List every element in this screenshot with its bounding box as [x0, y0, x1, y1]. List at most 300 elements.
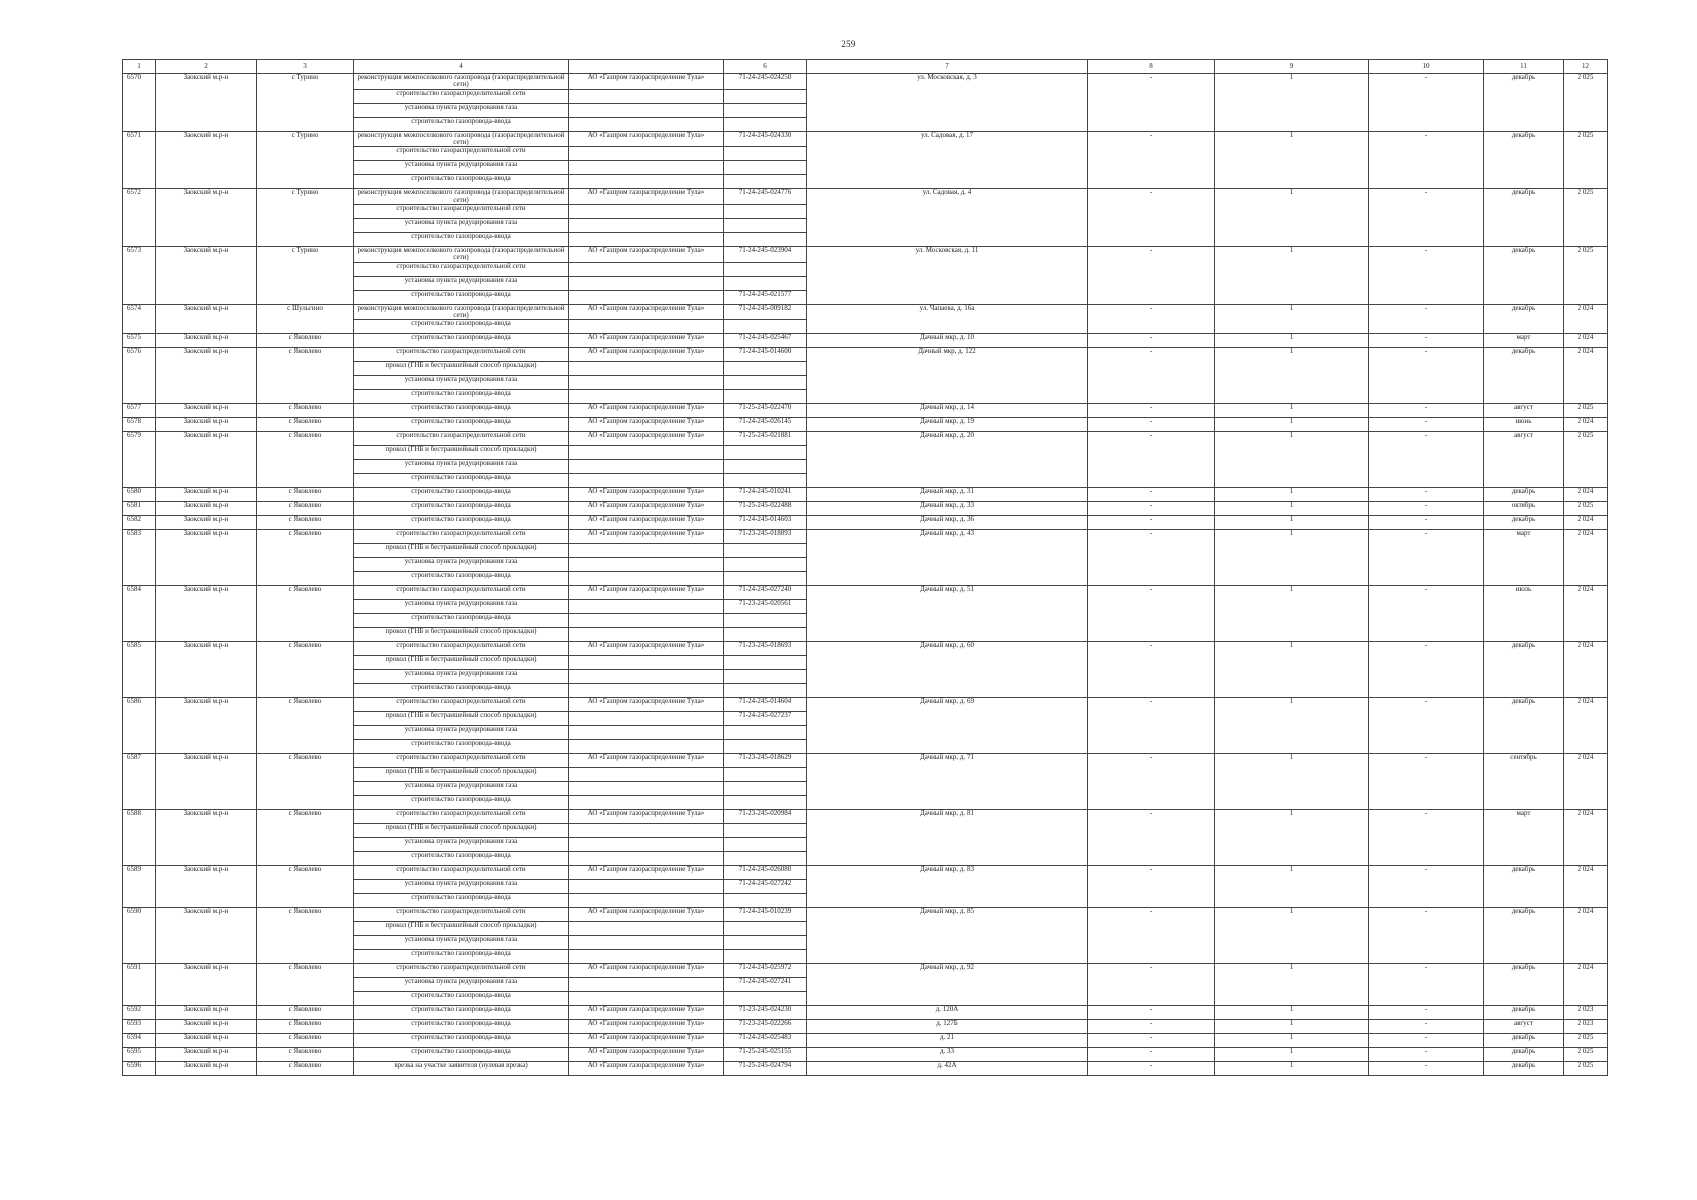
year-cell: 2 025 [1564, 502, 1608, 516]
column-header: 12 [1564, 60, 1608, 74]
row-number-cell: 6578 [123, 418, 156, 432]
work-type-cell: прокол (ГНБ и бестраншейный способ прокладки) [354, 824, 569, 838]
year-cell: 2 024 [1564, 348, 1608, 404]
table-row [123, 516, 1608, 530]
organization-cell: АО «Газпром газораспределение Тула» [569, 432, 724, 446]
object-code-cell [724, 147, 807, 161]
month-cell: декабрь [1484, 642, 1564, 698]
work-type-cell: строительство газопровода-ввода [354, 796, 569, 810]
table-row [123, 74, 1608, 90]
work-type-cell: строительство газораспределительной сети [354, 866, 569, 880]
month-cell: декабрь [1484, 908, 1564, 964]
address-cell: Дачный мкр, д. 43 [807, 530, 1088, 586]
column-8-cell: - [1088, 247, 1215, 305]
column-10-cell: - [1369, 698, 1484, 754]
address-cell: Дачный мкр, д. 85 [807, 908, 1088, 964]
month-cell: декабрь [1484, 348, 1564, 404]
organization-cell [569, 838, 724, 852]
object-code-cell [724, 89, 807, 103]
work-type-cell: строительство газораспределительной сети [354, 698, 569, 712]
month-cell: декабрь [1484, 866, 1564, 908]
district-cell: Заокский м.р-н [156, 698, 257, 754]
district-cell: Заокский м.р-н [156, 418, 257, 432]
table-row [123, 754, 1608, 768]
column-8-cell: - [1088, 334, 1215, 348]
column-10-cell: - [1369, 404, 1484, 418]
district-cell: Заокский м.р-н [156, 432, 257, 488]
object-code-cell: 71-24-245-027237 [724, 712, 807, 726]
data-table [122, 59, 1608, 1076]
work-type-cell: строительство газораспределительной сети [354, 89, 569, 103]
year-cell: 2 024 [1564, 516, 1608, 530]
organization-cell [569, 628, 724, 642]
column-10-cell: - [1369, 488, 1484, 502]
work-type-cell: строительство газораспределительной сети [354, 964, 569, 978]
table-row [123, 304, 1608, 320]
year-cell: 2 024 [1564, 866, 1608, 908]
column-8-cell: - [1088, 418, 1215, 432]
row-number-cell: 6583 [123, 530, 156, 586]
column-8-cell: - [1088, 1020, 1215, 1034]
table-row [123, 189, 1608, 205]
year-cell: 2 024 [1564, 418, 1608, 432]
organization-cell [569, 117, 724, 131]
column-9-cell: 1 [1215, 754, 1369, 810]
organization-cell [569, 600, 724, 614]
object-code-cell [724, 474, 807, 488]
district-cell: Заокский м.р-н [156, 1020, 257, 1034]
object-code-cell [724, 922, 807, 936]
work-type-cell: установка пункта редуцирования газа [354, 600, 569, 614]
column-header: 3 [257, 60, 354, 74]
organization-cell: АО «Газпром газораспределение Тула» [569, 964, 724, 978]
address-cell: Дачный мкр, д. 122 [807, 348, 1088, 404]
month-cell: август [1484, 404, 1564, 418]
column-header: 9 [1215, 60, 1369, 74]
table-row [123, 247, 1608, 263]
object-code-cell: 71-25-245-021881 [724, 432, 807, 446]
locality-cell: с Яковлево [257, 1062, 354, 1076]
object-code-cell [724, 936, 807, 950]
object-code-cell [724, 390, 807, 404]
column-8-cell: - [1088, 502, 1215, 516]
column-8-cell: - [1088, 516, 1215, 530]
work-type-cell: прокол (ГНБ и бестраншейный способ прокладки) [354, 628, 569, 642]
locality-cell: с Яковлево [257, 586, 354, 642]
column-9-cell: 1 [1215, 1006, 1369, 1020]
organization-cell: АО «Газпром газораспределение Тула» [569, 1034, 724, 1048]
organization-cell [569, 460, 724, 474]
district-cell: Заокский м.р-н [156, 1062, 257, 1076]
work-type-cell: установка пункта редуцирования газа [354, 880, 569, 894]
object-code-cell: 71-25-245-025155 [724, 1048, 807, 1062]
organization-cell [569, 290, 724, 304]
column-8-cell: - [1088, 432, 1215, 488]
work-type-cell: строительство газопровода-ввода [354, 290, 569, 304]
work-type-cell: врезка на участке заявителя (нулевая врезка) [354, 1062, 569, 1076]
locality-cell: с Яковлево [257, 1048, 354, 1062]
work-type-cell: установка пункта редуцирования газа [354, 376, 569, 390]
locality-cell: с Яковлево [257, 964, 354, 1006]
address-cell: д. 127Б [807, 1020, 1088, 1034]
column-8-cell: - [1088, 698, 1215, 754]
column-header: 1 [123, 60, 156, 74]
row-number-cell: 6595 [123, 1048, 156, 1062]
organization-cell: АО «Газпром газораспределение Тула» [569, 1048, 724, 1062]
district-cell: Заокский м.р-н [156, 964, 257, 1006]
locality-cell: с Яковлево [257, 698, 354, 754]
row-number-cell: 6591 [123, 964, 156, 1006]
year-cell: 2 025 [1564, 247, 1608, 305]
organization-cell [569, 219, 724, 233]
column-header: 6 [724, 60, 807, 74]
object-code-cell [724, 614, 807, 628]
organization-cell: АО «Газпром газораспределение Тула» [569, 189, 724, 205]
column-9-cell: 1 [1215, 908, 1369, 964]
work-type-cell: установка пункта редуцирования газа [354, 460, 569, 474]
month-cell: март [1484, 334, 1564, 348]
row-number-cell: 6576 [123, 348, 156, 404]
organization-cell [569, 276, 724, 290]
organization-cell [569, 796, 724, 810]
object-code-cell [724, 276, 807, 290]
object-code-cell [724, 544, 807, 558]
district-cell: Заокский м.р-н [156, 404, 257, 418]
column-10-cell: - [1369, 1048, 1484, 1062]
column-9-cell: 1 [1215, 404, 1369, 418]
page-number: 259 [841, 39, 856, 49]
table-row [123, 1006, 1608, 1020]
column-10-cell: - [1369, 516, 1484, 530]
column-header: 10 [1369, 60, 1484, 74]
object-code-cell: 71-24-245-027240 [724, 586, 807, 600]
organization-cell: АО «Газпром газораспределение Тула» [569, 418, 724, 432]
column-8-cell: - [1088, 754, 1215, 810]
object-code-cell [724, 460, 807, 474]
district-cell: Заокский м.р-н [156, 1006, 257, 1020]
district-cell: Заокский м.р-н [156, 304, 257, 334]
object-code-cell: 71-24-245-024250 [724, 74, 807, 90]
year-cell: 2 024 [1564, 908, 1608, 964]
table-row [123, 1034, 1608, 1048]
object-code-cell: 71-24-245-010241 [724, 488, 807, 502]
work-type-cell: строительство газопровода-ввода [354, 320, 569, 334]
address-cell: Дачный мкр, д. 19 [807, 418, 1088, 432]
table-row [123, 488, 1608, 502]
month-cell: декабрь [1484, 131, 1564, 189]
organization-cell [569, 89, 724, 103]
object-code-cell: 71-24-245-027242 [724, 880, 807, 894]
year-cell: 2 025 [1564, 432, 1608, 488]
column-10-cell: - [1369, 334, 1484, 348]
work-type-cell: строительство газопровода-ввода [354, 852, 569, 866]
column-8-cell: - [1088, 304, 1215, 334]
locality-cell: с Яковлево [257, 348, 354, 404]
organization-cell: АО «Газпром газораспределение Тула» [569, 530, 724, 544]
table-row [123, 502, 1608, 516]
work-type-cell: установка пункта редуцирования газа [354, 103, 569, 117]
column-10-cell: - [1369, 586, 1484, 642]
month-cell: июнь [1484, 418, 1564, 432]
organization-cell: АО «Газпром газораспределение Тула» [569, 810, 724, 824]
column-9-cell: 1 [1215, 304, 1369, 334]
table-row [123, 810, 1608, 824]
address-cell: Дачный мкр, д. 20 [807, 432, 1088, 488]
district-cell: Заокский м.р-н [156, 530, 257, 586]
month-cell: декабрь [1484, 304, 1564, 334]
table-row [123, 1062, 1608, 1076]
row-number-cell: 6580 [123, 488, 156, 502]
organization-cell [569, 950, 724, 964]
organization-cell: АО «Газпром газораспределение Тула» [569, 908, 724, 922]
year-cell: 2 024 [1564, 530, 1608, 586]
work-type-cell: прокол (ГНБ и бестраншейный способ прокладки) [354, 362, 569, 376]
organization-cell [569, 894, 724, 908]
column-8-cell: - [1088, 1034, 1215, 1048]
column-8-cell: - [1088, 488, 1215, 502]
row-number-cell: 6586 [123, 698, 156, 754]
organization-cell [569, 572, 724, 586]
organization-cell: АО «Газпром газораспределение Тула» [569, 502, 724, 516]
work-type-cell: строительство газопровода-ввода [354, 614, 569, 628]
object-code-cell: 71-23-245-018693 [724, 642, 807, 656]
district-cell: Заокский м.р-н [156, 810, 257, 866]
address-cell: д. 21 [807, 1034, 1088, 1048]
month-cell: август [1484, 432, 1564, 488]
row-number-cell: 6582 [123, 516, 156, 530]
work-type-cell: установка пункта редуцирования газа [354, 670, 569, 684]
organization-cell [569, 978, 724, 992]
year-cell: 2 025 [1564, 189, 1608, 247]
object-code-cell [724, 656, 807, 670]
table-row [123, 530, 1608, 544]
column-10-cell: - [1369, 908, 1484, 964]
organization-cell: АО «Газпром газораспределение Тула» [569, 1020, 724, 1034]
organization-cell: АО «Газпром газораспределение Тула» [569, 74, 724, 90]
locality-cell: с Яковлево [257, 810, 354, 866]
work-type-cell: установка пункта редуцирования газа [354, 219, 569, 233]
column-10-cell: - [1369, 810, 1484, 866]
column-9-cell: 1 [1215, 488, 1369, 502]
table-row [123, 131, 1608, 147]
column-8-cell: - [1088, 908, 1215, 964]
column-10-cell: - [1369, 74, 1484, 132]
work-type-cell: строительство газопровода-ввода [354, 502, 569, 516]
work-type-cell: строительство газопровода-ввода [354, 992, 569, 1006]
locality-cell: с Турино [257, 247, 354, 305]
row-number-cell: 6596 [123, 1062, 156, 1076]
organization-cell: АО «Газпром газораспределение Тула» [569, 488, 724, 502]
column-10-cell: - [1369, 418, 1484, 432]
object-code-cell: 71-24-245-024776 [724, 189, 807, 205]
locality-cell: с Яковлево [257, 404, 354, 418]
object-code-cell: 71-24-245-014604 [724, 698, 807, 712]
locality-cell: с Яковлево [257, 334, 354, 348]
column-header: 11 [1484, 60, 1564, 74]
work-type-cell: реконструкция межпоселкового газопровода (газораспределительной сети) [354, 131, 569, 147]
object-code-cell: 71-23-245-020984 [724, 810, 807, 824]
object-code-cell [724, 175, 807, 189]
organization-cell [569, 656, 724, 670]
address-cell: Дачный мкр, д. 83 [807, 866, 1088, 908]
year-cell: 2 025 [1564, 404, 1608, 418]
organization-cell [569, 852, 724, 866]
row-number-cell: 6570 [123, 74, 156, 132]
object-code-cell: 71-23-245-018893 [724, 530, 807, 544]
work-type-cell: установка пункта редуцирования газа [354, 161, 569, 175]
work-type-cell: строительство газораспределительной сети [354, 810, 569, 824]
organization-cell: АО «Газпром газораспределение Тула» [569, 642, 724, 656]
work-type-cell: установка пункта редуцирования газа [354, 558, 569, 572]
table-row [123, 1048, 1608, 1062]
object-code-cell: 71-23-245-024230 [724, 1006, 807, 1020]
year-cell: 2 024 [1564, 488, 1608, 502]
object-code-cell [724, 219, 807, 233]
locality-cell: с Яковлево [257, 502, 354, 516]
district-cell: Заокский м.р-н [156, 334, 257, 348]
locality-cell: с Яковлево [257, 418, 354, 432]
address-cell: Дачный мкр, д. 81 [807, 810, 1088, 866]
table-row [123, 334, 1608, 348]
object-code-cell [724, 320, 807, 334]
row-number-cell: 6588 [123, 810, 156, 866]
column-9-cell: 1 [1215, 432, 1369, 488]
object-code-cell [724, 824, 807, 838]
object-code-cell: 71-25-245-022470 [724, 404, 807, 418]
year-cell: 2 025 [1564, 1062, 1608, 1076]
column-8-cell: - [1088, 404, 1215, 418]
column-8-cell: - [1088, 131, 1215, 189]
month-cell: июль [1484, 586, 1564, 642]
organization-cell [569, 376, 724, 390]
column-8-cell: - [1088, 74, 1215, 132]
work-type-cell: реконструкция межпоселкового газопровода (газораспределительной сети) [354, 74, 569, 90]
object-code-cell: 71-24-245-021577 [724, 290, 807, 304]
column-8-cell: - [1088, 189, 1215, 247]
work-type-cell: строительство газораспределительной сети [354, 348, 569, 362]
organization-cell [569, 147, 724, 161]
organization-cell: АО «Газпром газораспределение Тула» [569, 348, 724, 362]
address-cell: ул. Садовая, д. 17 [807, 131, 1088, 189]
column-10-cell: - [1369, 1020, 1484, 1034]
work-type-cell: прокол (ГНБ и бестраншейный способ прокладки) [354, 656, 569, 670]
work-type-cell: строительство газопровода-ввода [354, 117, 569, 131]
column-10-cell: - [1369, 1034, 1484, 1048]
work-type-cell: установка пункта редуцирования газа [354, 782, 569, 796]
column-9-cell: 1 [1215, 131, 1369, 189]
work-type-cell: прокол (ГНБ и бестраншейный способ прокладки) [354, 922, 569, 936]
object-code-cell: 71-24-245-026080 [724, 866, 807, 880]
organization-cell [569, 362, 724, 376]
table-row [123, 698, 1608, 712]
year-cell: 2 024 [1564, 586, 1608, 642]
row-number-cell: 6572 [123, 189, 156, 247]
organization-cell [569, 175, 724, 189]
column-8-cell: - [1088, 1048, 1215, 1062]
address-cell: ул. Чапаева, д. 16а [807, 304, 1088, 334]
column-9-cell: 1 [1215, 586, 1369, 642]
table-row [123, 964, 1608, 978]
object-code-cell [724, 628, 807, 642]
month-cell: декабрь [1484, 189, 1564, 247]
object-code-cell [724, 670, 807, 684]
organization-cell: АО «Газпром газораспределение Тула» [569, 698, 724, 712]
object-code-cell [724, 768, 807, 782]
organization-cell: АО «Газпром газораспределение Тула» [569, 334, 724, 348]
year-cell: 2 025 [1564, 131, 1608, 189]
organization-cell: АО «Газпром газораспределение Тула» [569, 404, 724, 418]
column-9-cell: 1 [1215, 1020, 1369, 1034]
work-type-cell: строительство газопровода-ввода [354, 572, 569, 586]
column-9-cell: 1 [1215, 189, 1369, 247]
district-cell: Заокский м.р-н [156, 189, 257, 247]
month-cell: август [1484, 1020, 1564, 1034]
table-row [123, 908, 1608, 922]
address-cell: Дачный мкр, д. 69 [807, 698, 1088, 754]
address-cell: д. 33 [807, 1048, 1088, 1062]
column-8-cell: - [1088, 642, 1215, 698]
row-number-cell: 6589 [123, 866, 156, 908]
object-code-cell [724, 684, 807, 698]
column-9-cell: 1 [1215, 1034, 1369, 1048]
address-cell: д. 120А [807, 1006, 1088, 1020]
organization-cell [569, 320, 724, 334]
organization-cell [569, 670, 724, 684]
district-cell: Заокский м.р-н [156, 642, 257, 698]
district-cell: Заокский м.р-н [156, 754, 257, 810]
year-cell: 2 025 [1564, 1048, 1608, 1062]
object-code-cell [724, 362, 807, 376]
locality-cell: с Турино [257, 74, 354, 132]
column-9-cell: 1 [1215, 74, 1369, 132]
column-8-cell: - [1088, 586, 1215, 642]
row-number-cell: 6574 [123, 304, 156, 334]
object-code-cell [724, 796, 807, 810]
organization-cell [569, 880, 724, 894]
year-cell: 2 024 [1564, 964, 1608, 1006]
object-code-cell [724, 894, 807, 908]
organization-cell [569, 726, 724, 740]
column-10-cell: - [1369, 189, 1484, 247]
work-type-cell: строительство газопровода-ввода [354, 404, 569, 418]
object-code-cell [724, 572, 807, 586]
address-cell: ул. Московская, д. 3 [807, 74, 1088, 132]
district-cell: Заокский м.р-н [156, 908, 257, 964]
column-8-cell: - [1088, 1062, 1215, 1076]
object-code-cell [724, 852, 807, 866]
work-type-cell: установка пункта редуцирования газа [354, 936, 569, 950]
column-10-cell: - [1369, 304, 1484, 334]
work-type-cell: строительство газопровода-ввода [354, 488, 569, 502]
column-10-cell: - [1369, 964, 1484, 1006]
work-type-cell: строительство газопровода-ввода [354, 684, 569, 698]
work-type-cell: прокол (ГНБ и бестраншейный способ прокладки) [354, 768, 569, 782]
object-code-cell: 71-24-245-026145 [724, 418, 807, 432]
work-type-cell: строительство газопровода-ввода [354, 1048, 569, 1062]
column-9-cell: 1 [1215, 516, 1369, 530]
month-cell: декабрь [1484, 74, 1564, 132]
address-cell: Дачный мкр, д. 92 [807, 964, 1088, 1006]
month-cell: декабрь [1484, 964, 1564, 1006]
address-cell: Дачный мкр, д. 71 [807, 754, 1088, 810]
object-code-cell: 71-24-245-027241 [724, 978, 807, 992]
row-number-cell: 6579 [123, 432, 156, 488]
organization-cell [569, 544, 724, 558]
address-cell: Дачный мкр, д. 36 [807, 516, 1088, 530]
month-cell: декабрь [1484, 698, 1564, 754]
organization-cell [569, 558, 724, 572]
organization-cell [569, 262, 724, 276]
